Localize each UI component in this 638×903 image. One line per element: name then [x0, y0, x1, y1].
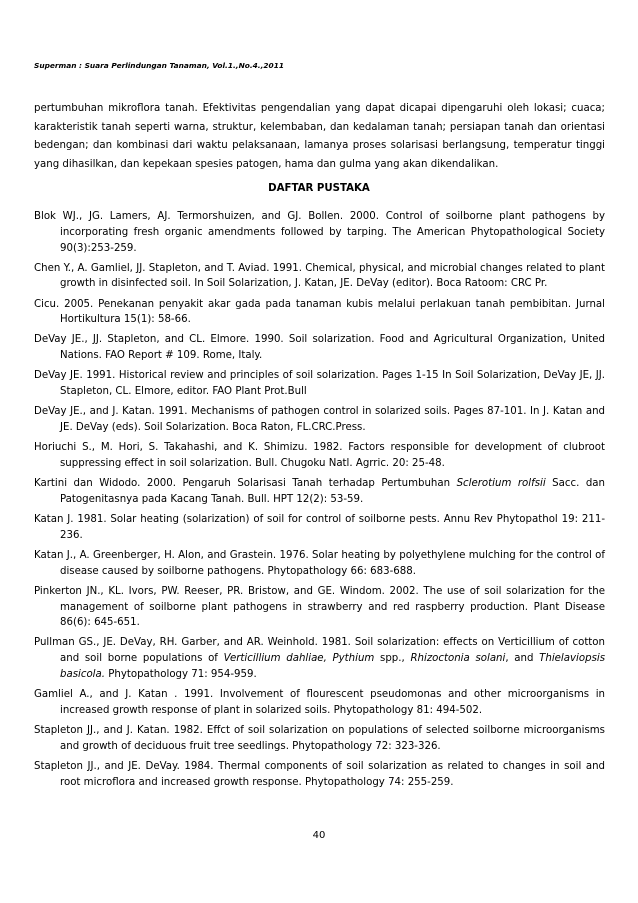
reference-item: DeVay JE. 1991. Historical review and principles of soil solarization. Pages 1-15 In Soil Solarization, DeVay JE, JJ. Stapleton, CL. Elmore, editor. FAO Plant Prot.Bull — [34, 370, 605, 398]
reference-item: Horiuchi S., M. Hori, S. Takahashi, and K. Shimizu. 1982. Factors responsible for development of clubroot suppressing effect in soil solarization. Bull. Chugoku Natl. Agrric. 20: 25-48. — [34, 442, 605, 469]
reference-text: Sacc. dan Patogenitasnya pada Kacang Tanah. Bull. HPT 12(2): 53-59. — [60, 478, 606, 505]
species-name: Thielaviopsis basicola. — [60, 653, 606, 680]
species-name: Rhizoctonia solani — [410, 653, 506, 665]
reference-item: Stapleton JJ., and J. Katan. 1982. Effct of soil solarization on populations of selected soilborne microorganisms and growth of deciduous fruit tree seedlings. Phytopathology 72: 323-326. — [34, 724, 605, 752]
reference-item: DeVay JE., and J. Katan. 1991. Mechanisms of pathogen control in solarized soils. Pages 87-101. In J. Katan and JE. DeVay (eds). Soil Solarization. Boca Raton, FL.CRC.Press. — [34, 406, 605, 434]
reference-text: spp., — [374, 653, 411, 665]
species-name: Sclerotium rolfsii — [456, 478, 546, 490]
species-name: Verticillium dahliae, Pythium — [223, 653, 375, 665]
reference-text: Phytopathology 71: 954-959. — [105, 668, 257, 680]
reference-item — [34, 635, 605, 682]
reference-item: Katan J., A. Greenberger, H. Alon, and Grastein. 1976. Solar heating by polyethylene mulching for the control of disease caused by soilborne pathogens. Phytopathology 66: 683-688. — [34, 549, 605, 577]
running-header: Superman : Suara Perlindungan Tanaman, Vol.1.,No.4.,2011 — [34, 61, 284, 70]
reference-text: Kartini dan Widodo. 2000. Pengaruh Solarisasi Tanah terhadap Pertumbuhan — [34, 478, 457, 490]
reference-item: Stapleton JJ., and JE. DeVay. 1984. Thermal components of soil solarization as related to changes in soil and root microflora and increased growth response. Phytopathology 74: 255-259. — [34, 760, 605, 788]
reference-list — [34, 209, 605, 795]
reference-item — [34, 476, 605, 508]
reference-item: Chen Y., A. Gamliel, JJ. Stapleton, and T. Aviad. 1991. Chemical, physical, and microbial changes related to plant growth in disinfected soil. In Soil Solarization, J. Katan, JE. DeVay (editor). Boca Ratoom: CRC Pr. — [34, 262, 605, 290]
reference-item: DeVay JE., JJ. Stapleton, and CL. Elmore. 1990. Soil solarization. Food and Agricultural Organization, United Nations. FAO Report # 109. Rome, Italy. — [34, 334, 605, 362]
references-title: DAFTAR PUSTAKA — [268, 183, 370, 194]
body-paragraph: pertumbuhan mikroflora tanah. Efektivitas pengendalian yang dapat dicapai dipengaruhi oleh lokasi; cuaca; karakteristik tanah seperti warna, struktur, kelembaban, dan kedalaman tanah; persiapan tanah dan orientasi bedengan; dan kombinasi dari waktu pelaksanaan, lamanya proses solarisasi berlangsung, temperatur tinggi yang dihasilkan, dan kepekaan spesies patogen, hama dan gulma yang akan dikendalikan. — [34, 103, 605, 170]
reference-text: , and — [505, 653, 540, 665]
reference-item: Katan J. 1981. Solar heating (solarization) of soil for control of soilborne pests. Annu Rev Phytopathol 19: 211-236. — [34, 513, 605, 541]
reference-item: Gamliel A., and J. Katan . 1991. Involvement of flourescent pseudomonas and other microorganisms in increased growth response of plant in solarized soils. Phytopathology 81: 494-502. — [34, 689, 605, 716]
reference-item: Pinkerton JN., KL. Ivors, PW. Reeser, PR. Bristow, and GE. Windom. 2002. The use of soil solarization for the management of soilborne plant pathogens in strawberry and red raspberry production. Plant Disease 86(6): 645-651. — [34, 585, 605, 629]
page-number: 40 — [312, 830, 326, 841]
reference-item: Blok WJ., JG. Lamers, AJ. Termorshuizen, and GJ. Bollen. 2000. Control of soilborne plant pathogens by incorporating fresh organic amendments followed by tarping. The American Phytopathological Society 90(3):253-259. — [34, 211, 605, 254]
reference-text: Pullman GS., JE. DeVay, RH. Garber, and AR. Weinhold. 1981. Soil solarization: effects on Verticillium of cotton and soil borne populations of — [34, 637, 605, 665]
reference-item: Cicu. 2005. Penekanan penyakit akar gada pada tanaman kubis melalui perlakuan tanah pembibitan. Jurnal Hortikultura 15(1): 58-66. — [34, 298, 605, 326]
